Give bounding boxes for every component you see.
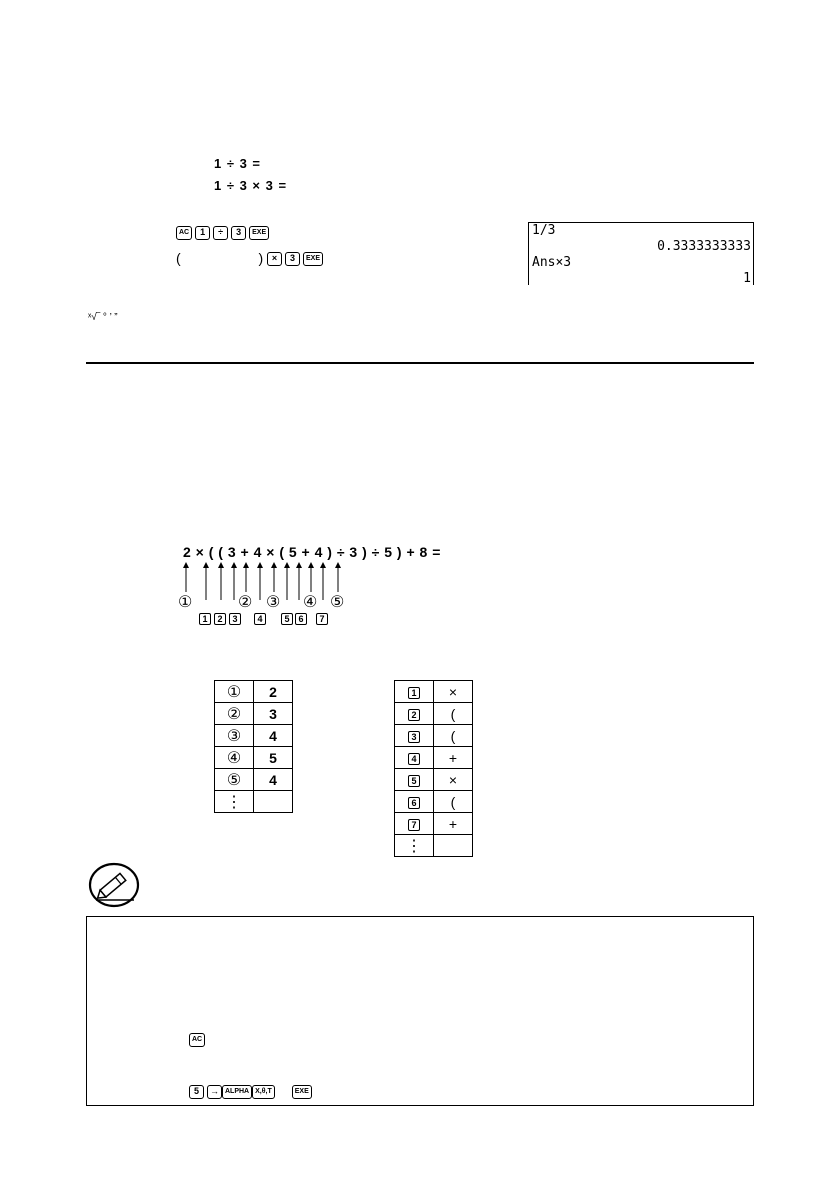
table-row: 1 × [395, 681, 473, 703]
display-line-2: 0.3333333333 [657, 239, 751, 254]
label-circled-1: ① [178, 594, 193, 611]
label-boxed-4: 4 [254, 613, 266, 625]
table-row: ⋮ [395, 835, 473, 857]
table-row: ④ 5 [215, 747, 293, 769]
table-row: ② 3 [215, 703, 293, 725]
ac-key-note: AC [189, 1033, 205, 1047]
five-key: 5 [189, 1085, 204, 1099]
display-line-1: 1/3 [532, 223, 556, 238]
table-row: ③ 4 [215, 725, 293, 747]
exe-key-2: EXE [303, 252, 323, 266]
paren-close: ) [258, 250, 264, 266]
label-circled-4: ④ [303, 594, 318, 611]
numeric-stack-table [214, 680, 293, 813]
label-boxed-7: 7 [316, 613, 328, 625]
calculator-display [528, 222, 754, 285]
label-boxed-1: 1 [199, 613, 211, 625]
display-line-3: Ans×3 [532, 255, 572, 270]
three-key-2: 3 [285, 252, 300, 266]
table-row: ⋮ [215, 791, 293, 813]
table-row: ⑤ 4 [215, 769, 293, 791]
divide-key: ÷ [213, 226, 228, 240]
pencil-note-icon [86, 860, 142, 910]
footnote-symbols: ˣ√‾ ° ’ ” [88, 312, 118, 323]
one-key: 1 [195, 226, 210, 240]
label-boxed-3: 3 [229, 613, 241, 625]
label-circled-5: ⑤ [330, 594, 345, 611]
exe-key: EXE [249, 226, 269, 240]
arrow-store-key: → [207, 1085, 222, 1099]
table-row: 2 ( [395, 703, 473, 725]
three-key: 3 [231, 226, 246, 240]
key-sequence-2 [176, 250, 326, 266]
note-box [86, 916, 754, 1106]
table-row: 6 ( [395, 791, 473, 813]
display-line-4: 1 [743, 271, 751, 286]
label-circled-2: ② [238, 594, 253, 611]
command-stack-table [394, 680, 473, 857]
multiply-key: × [267, 252, 282, 266]
label-boxed-6: 6 [295, 613, 307, 625]
stack-expression: 2 × ( ( 3 + 4 × ( 5 + 4 ) ÷ 3 ) ÷ 5 ) + 8 = [183, 544, 441, 560]
section-divider [86, 362, 754, 364]
note-key-sequence [189, 1083, 315, 1101]
label-circled-3: ③ [266, 594, 281, 611]
key-sequence-1 [176, 224, 272, 242]
label-boxed-5: 5 [281, 613, 293, 625]
ac-key: AC [176, 226, 192, 240]
table-row: 4 + [395, 747, 473, 769]
note-ac-key-line [189, 1031, 208, 1049]
alpha-key: ALPHA [222, 1085, 252, 1099]
example-expression-2: 1 ÷ 3 × 3 = [214, 178, 288, 193]
example-expression-1: 1 ÷ 3 = [214, 156, 262, 171]
table-row: 3 ( [395, 725, 473, 747]
x-theta-t-key: X,θ,T [252, 1085, 275, 1099]
table-row: ① 2 [215, 681, 293, 703]
paren-open: ( [176, 250, 181, 266]
table-row: 7 + [395, 813, 473, 835]
table-row: 5 × [395, 769, 473, 791]
label-boxed-2: 2 [214, 613, 226, 625]
exe-key-note: EXE [292, 1085, 312, 1099]
